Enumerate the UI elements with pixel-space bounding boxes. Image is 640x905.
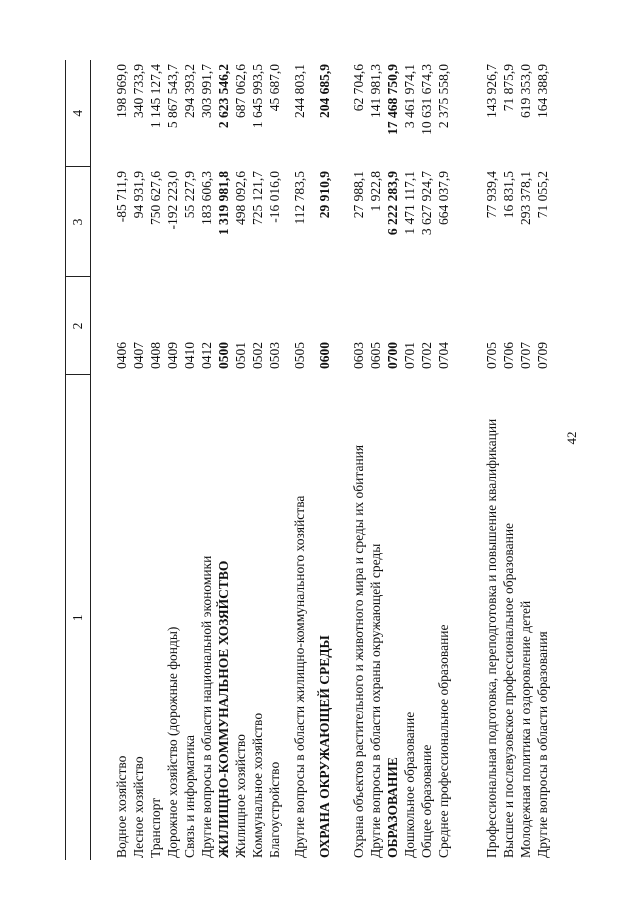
row-value-3-cell: 77 939,4 <box>484 171 499 219</box>
table-row <box>460 60 500 860</box>
table-row <box>130 60 147 860</box>
row-name-cell: Общее образование <box>419 744 434 858</box>
row-value-4-cell: 141 981,3 <box>368 64 383 118</box>
table-row <box>249 60 266 860</box>
row-value-3-cell: 498 092,6 <box>233 171 248 225</box>
row-value-4-cell: 244 803,1 <box>292 64 307 118</box>
row-code-cell: 0407 <box>131 342 146 369</box>
row-spacer <box>308 60 316 860</box>
column-header-1: 1 <box>66 375 91 860</box>
table-row <box>198 60 215 860</box>
table-row <box>181 60 198 860</box>
row-code-cell: 0709 <box>535 342 550 369</box>
row-value-4-cell: 71 875,9 <box>501 64 516 112</box>
row-value-4-cell: 294 393,2 <box>182 64 197 118</box>
row-spacer <box>91 60 114 860</box>
row-code-cell: 0502 <box>250 342 265 369</box>
row-value-4-cell: 17 468 750,9 <box>385 64 400 135</box>
row-name-cell: Высшее и послевузовское профессиональное образование <box>501 522 516 858</box>
row-value-3-cell: 1 319 981,8 <box>216 171 231 236</box>
row-value-4-cell: 204 685,9 <box>317 64 332 118</box>
row-value-3-cell: 183 606,3 <box>199 171 214 225</box>
row-name-cell: Другие вопросы в области охраны окружающей среды <box>368 543 383 858</box>
row-value-4-cell: 164 388,9 <box>535 64 550 118</box>
row-value-3-cell: 1 471 117,1 <box>402 171 417 235</box>
row-name-cell: Транспорт <box>148 797 163 858</box>
table-row <box>316 60 333 860</box>
row-name-cell: Дорожное хозяйство (дорожные фонды) <box>165 626 180 858</box>
table-row <box>367 60 384 860</box>
table-body <box>91 60 552 860</box>
row-code-cell: 0707 <box>518 342 533 369</box>
row-value-4-cell: 2 375 558,0 <box>436 64 451 129</box>
table-row <box>435 60 452 860</box>
row-name-cell: Другие вопросы в области жилищно-коммунального хозяйства <box>292 495 307 858</box>
row-value-3-cell: 750 627,6 <box>148 171 163 225</box>
row-code-cell: 0406 <box>114 342 129 369</box>
row-name-cell: Другие вопросы в области национальной экономики <box>199 555 214 858</box>
table-row <box>418 60 435 860</box>
table-row <box>517 60 534 860</box>
row-value-3-cell: 112 783,5 <box>292 171 307 225</box>
row-value-4-cell: 5 867 543,7 <box>165 64 180 129</box>
rotated-table-container <box>65 60 575 860</box>
row-value-3-cell: 27 988,1 <box>351 171 366 219</box>
row-name-cell: ЖИЛИЩНО-КОММУНАЛЬНОЕ ХОЗЯЙСТВО <box>216 560 231 858</box>
row-value-3-cell: 55 227,9 <box>182 171 197 219</box>
row-name-cell: Молодежная политика и оздоровление детей <box>518 600 533 858</box>
row-name-cell: ОБРАЗОВАНИЕ <box>385 757 400 858</box>
row-value-3-cell: 71 055,2 <box>535 171 550 219</box>
row-code-cell: 0706 <box>501 342 516 369</box>
page-number: 42 <box>564 431 579 445</box>
row-value-3-cell: 293 378,1 <box>518 171 533 225</box>
row-value-4-cell: 45 687,0 <box>267 64 282 112</box>
row-value-4-cell: 62 704,6 <box>351 64 366 112</box>
row-spacer <box>283 60 291 860</box>
row-value-3-cell: -16 016,0 <box>267 171 282 223</box>
row-name-cell: Коммунальное хозяйство <box>250 712 265 858</box>
table-row <box>384 60 401 860</box>
row-code-cell: 0705 <box>484 342 499 369</box>
table-row <box>266 60 283 860</box>
table-row <box>232 60 249 860</box>
row-code-cell: 0704 <box>436 342 451 369</box>
table-row <box>333 60 367 860</box>
row-value-3-cell: -192 223,0 <box>165 171 180 230</box>
row-name-cell: Среднее профессиональное образование <box>436 624 451 858</box>
row-name-cell: Охрана объектов растительного и животного мира и среды их обитания <box>351 444 366 858</box>
row-value-4-cell: 619 353,0 <box>518 64 533 118</box>
table-row <box>147 60 164 860</box>
row-value-3-cell: 664 037,9 <box>436 171 451 225</box>
row-code-cell: 0505 <box>292 342 307 369</box>
table-row <box>291 60 308 860</box>
row-value-3-cell: 94 931,9 <box>131 171 146 219</box>
row-value-4-cell: 687 062,6 <box>233 64 248 118</box>
row-name-cell: Другие вопросы в области образования <box>535 631 550 858</box>
row-spacer <box>452 60 460 860</box>
row-value-4-cell: 1 645 993,5 <box>250 64 265 129</box>
row-name-cell: Связь и информатика <box>182 735 197 858</box>
row-code-cell: 0501 <box>233 342 248 369</box>
row-name-cell: Жилищное хозяйство <box>233 734 248 858</box>
row-code-cell: 0600 <box>317 342 332 369</box>
row-value-4-cell: 303 991,7 <box>199 64 214 118</box>
budget-table <box>65 60 551 860</box>
row-value-3-cell: 6 222 283,9 <box>385 171 400 236</box>
column-header-4: 4 <box>66 60 91 167</box>
row-value-3-cell: -85 711,9 <box>114 171 129 223</box>
row-code-cell: 0503 <box>267 342 282 369</box>
row-code-cell: 0700 <box>385 342 400 369</box>
row-value-4-cell: 3 461 974,1 <box>402 64 417 129</box>
column-header-3: 3 <box>66 167 91 277</box>
row-name-cell: Профессиональная подготовка, переподготовка и повышение квалификации <box>484 418 499 858</box>
row-value-4-cell: 2 623 546,2 <box>216 64 231 129</box>
row-code-cell: 0702 <box>419 342 434 369</box>
table-row <box>164 60 181 860</box>
table-row <box>215 60 232 860</box>
row-value-3-cell: 725 121,7 <box>250 171 265 225</box>
row-value-3-cell: 3 627 924,7 <box>419 171 434 236</box>
row-value-4-cell: 143 926,7 <box>484 64 499 118</box>
table-header <box>66 60 91 860</box>
table-row <box>113 60 130 860</box>
column-header-2: 2 <box>66 277 91 375</box>
table-row <box>534 60 551 860</box>
row-name-cell: Благоустройство <box>267 761 282 858</box>
row-name-cell: Лесное хозяйство <box>131 756 146 858</box>
row-value-3-cell: 1 922,8 <box>368 171 383 212</box>
row-value-4-cell: 10 631 674,3 <box>419 64 434 135</box>
row-code-cell: 0603 <box>351 342 366 369</box>
row-code-cell: 0408 <box>148 342 163 369</box>
table-row <box>500 60 517 860</box>
row-code-cell: 0412 <box>199 342 214 369</box>
row-code-cell: 0500 <box>216 342 231 369</box>
row-code-cell: 0605 <box>368 342 383 369</box>
row-name-cell: Дошкольное образование <box>402 711 417 858</box>
table-row <box>401 60 418 860</box>
row-name-cell: ОХРАНА ОКРУЖАЮЩЕЙ СРЕДЫ <box>317 635 332 858</box>
row-value-4-cell: 1 145 127,4 <box>148 64 163 129</box>
row-value-4-cell: 340 733,9 <box>131 64 146 118</box>
row-code-cell: 0409 <box>165 342 180 369</box>
row-value-3-cell: 16 831,5 <box>501 171 516 219</box>
row-value-4-cell: 198 969,0 <box>114 64 129 118</box>
row-code-cell: 0701 <box>402 342 417 369</box>
row-code-cell: 0410 <box>182 342 197 369</box>
row-value-3-cell: 29 910,9 <box>317 171 332 219</box>
row-name-cell: Водное хозяйство <box>114 755 129 858</box>
